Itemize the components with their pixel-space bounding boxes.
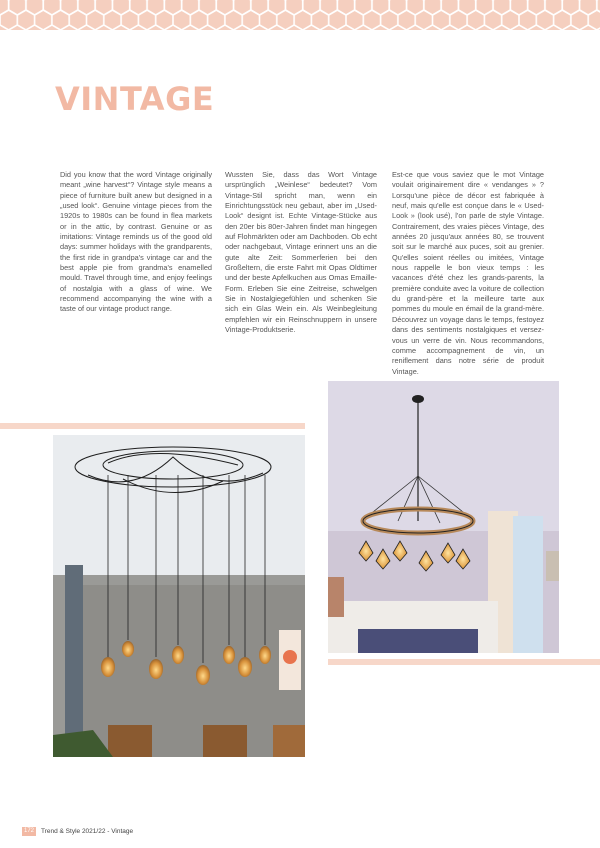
pendant-lamp-photo: [53, 435, 305, 757]
chandelier-photo: [328, 381, 559, 653]
footer-text: Trend & Style 2021/22 - Vintage: [41, 828, 134, 835]
accent-band-right: [328, 659, 600, 665]
page-title: VINTAGE: [55, 80, 215, 118]
text-column-english: Did you know that the word Vintage originally meant „wine harvest“? Vintage style means a piece of furniture built anew but designed in a „used look“. Genuine vintage pieces from the 1920s to 1980s can be found in flea markets or in the attic, by contrast. Genuine or as imitations: Vintage reminds us of the good old days: summer holidays with the grandparents, the first ride in grandpa's vintage car and the best apple pie from grandma's enamelled mould. Travel through time, and enjoy feelings of nostalgia with a glass of wine. We recommend accompanying the wine with a taste of our vintage product range.: [60, 170, 212, 314]
page-number-badge: 172: [23, 828, 34, 834]
accent-band-left: [0, 423, 305, 429]
hexagon-pattern-band: [0, 0, 600, 30]
text-column-french: Est-ce que vous saviez que le mot Vintage voulait originairement dire « vendanges » ? Lorsqu'une pièce de décor est fabriquée à neuf, mais qu'elle est conçue dans le « Used-Look » (look usé), l'on parle de style Vintage. Contrairement, des vraies pièces Vintage, des années 20 jusqu'aux années 80, se trouvent soit sur le marché aux puces, soit au grenier. Qu'elles soient réelles ou imitées, Vintage nous rappelle le bon vieux temps : les vacances d'été chez les grands-parents, la première conduite avec la voiture de collection du grand-père et la meilleure tarte aux pommes du moule en émail de la grand-mère. Découvrez un voyage dans le temps, festoyez dans des sentiments nostalgiques et versez-vous un verre de vin. Nous recommandons, comme accompagnement de vin, un reniflement dans notre série de produit Vintage.: [392, 170, 544, 376]
text-column-german: Wussten Sie, dass das Wort Vintage ursprünglich „Weinlese“ bedeutet? Vom Vintage-Stil spricht man, wenn ein Einrichtungsstück neu gebaut, aber im „Used-Look“ designt ist. Echte Vintage-Stücke aus den 20er bis 80er-Jahren findet man hingegen auf Flohmärkten oder am Dachboden. Ob echt oder nachgebaut, Vintage erinnert uns an die gute alte Zeit: Sommerferien bei den Großeltern, die erste Fahrt mit Opas Oldtimer und der beste Apfelkuchen aus Omas Emaille-Form. Erleben Sie eine Zeitreise, schwelgen Sie in Nostalgiegefühlen und schenken Sie sich ein Glas Wein ein. Als Weinbegleitung empfehlen wir ein Reinschnuppern in unsere Vintage-Produktserie.: [225, 170, 377, 335]
